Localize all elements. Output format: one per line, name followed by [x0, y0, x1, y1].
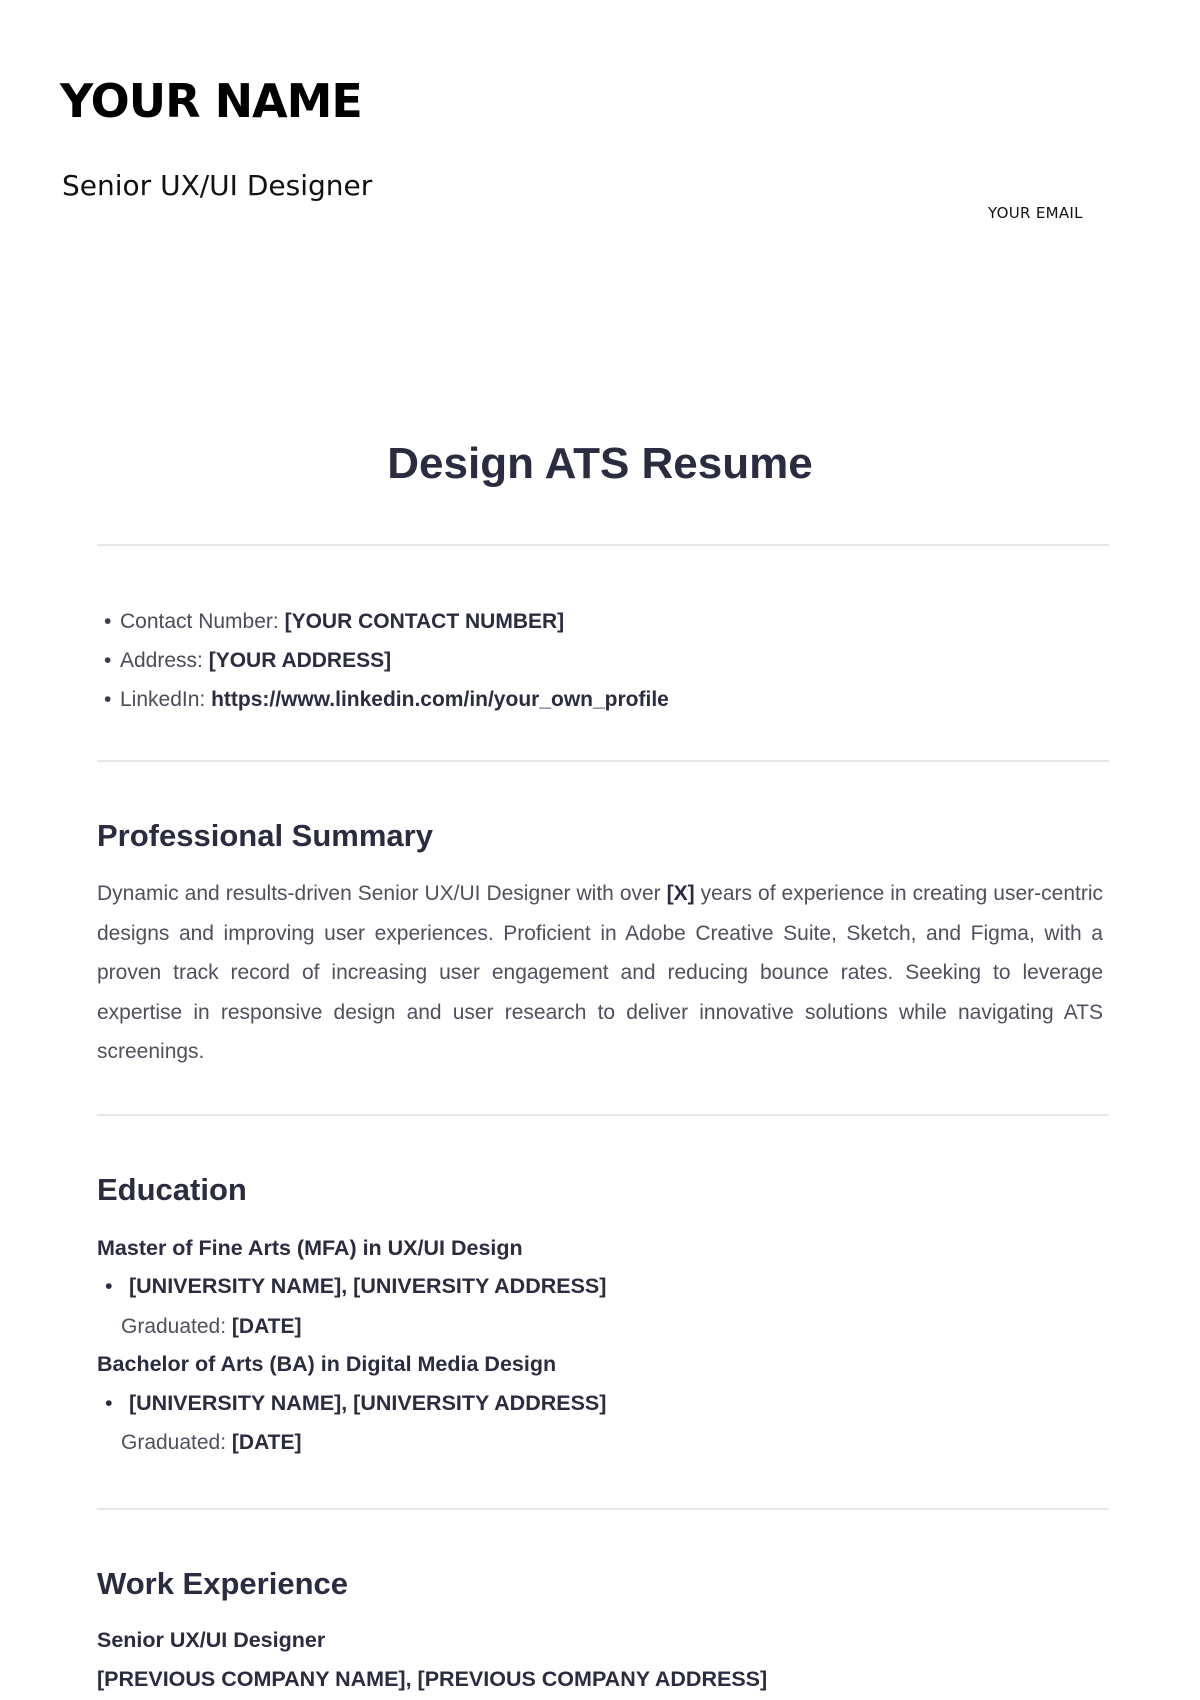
- work-company: [PREVIOUS COMPANY NAME], [PREVIOUS COMPANY ADDRESS]: [97, 1667, 768, 1691]
- contact-list: [104, 602, 669, 719]
- linkedin-link[interactable]: https://www.linkedin.com/in/your_own_profile: [211, 688, 669, 711]
- summary-paragraph: [97, 874, 1103, 1072]
- contact-label: Address:: [120, 649, 209, 672]
- candidate-email: YOUR EMAIL: [988, 204, 1083, 222]
- education-graduated: [121, 1316, 302, 1337]
- summary-text: years of experience in creating user-centric designs and improving user experiences. Proficient in Adobe Creative Suite, Sketch, and Figma, with a proven track record of increasing user engagement and reducing bounce rates. Seeking to leverage expertise in responsive design and user research to deliver innovative solutions while navigating ATS screenings.: [97, 882, 1103, 1063]
- education-school: [97, 1393, 606, 1415]
- contact-item-phone: [104, 602, 669, 641]
- section-heading-work: Work Experience: [97, 1566, 348, 1601]
- divider: [97, 760, 1109, 762]
- divider: [97, 1114, 1109, 1116]
- graduated-date: [DATE]: [231, 1431, 302, 1454]
- school-text: [UNIVERSITY NAME], [UNIVERSITY ADDRESS]: [129, 1391, 607, 1415]
- contact-label: Contact Number:: [120, 610, 285, 633]
- contact-item-address: [104, 641, 669, 680]
- summary-highlight: [X]: [666, 882, 695, 905]
- education-graduated: [121, 1432, 302, 1453]
- section-heading-summary: Professional Summary: [97, 818, 433, 853]
- work-title: Senior UX/UI Designer: [97, 1628, 326, 1652]
- contact-value: [YOUR ADDRESS]: [208, 649, 392, 672]
- contact-label: LinkedIn:: [120, 688, 212, 711]
- contact-item-linkedin: [104, 680, 669, 719]
- education-degree: Bachelor of Arts (BA) in Digital Media Design: [97, 1352, 557, 1376]
- contact-value: [YOUR CONTACT NUMBER]: [284, 610, 565, 633]
- divider: [97, 1508, 1109, 1510]
- candidate-role: Senior UX/UI Designer: [62, 169, 373, 202]
- divider: [97, 544, 1109, 546]
- graduated-date: [DATE]: [231, 1315, 302, 1338]
- graduated-label: Graduated:: [121, 1431, 232, 1454]
- summary-text: Dynamic and results-driven Senior UX/UI Designer with over: [97, 882, 667, 905]
- school-text: [UNIVERSITY NAME], [UNIVERSITY ADDRESS]: [129, 1274, 607, 1298]
- section-heading-education: Education: [97, 1172, 247, 1207]
- education-school: [97, 1276, 606, 1298]
- candidate-name: YOUR NAME: [60, 74, 362, 128]
- education-degree: Master of Fine Arts (MFA) in UX/UI Design: [97, 1236, 523, 1260]
- graduated-label: Graduated:: [121, 1315, 232, 1338]
- document-title: Design ATS Resume: [387, 439, 813, 488]
